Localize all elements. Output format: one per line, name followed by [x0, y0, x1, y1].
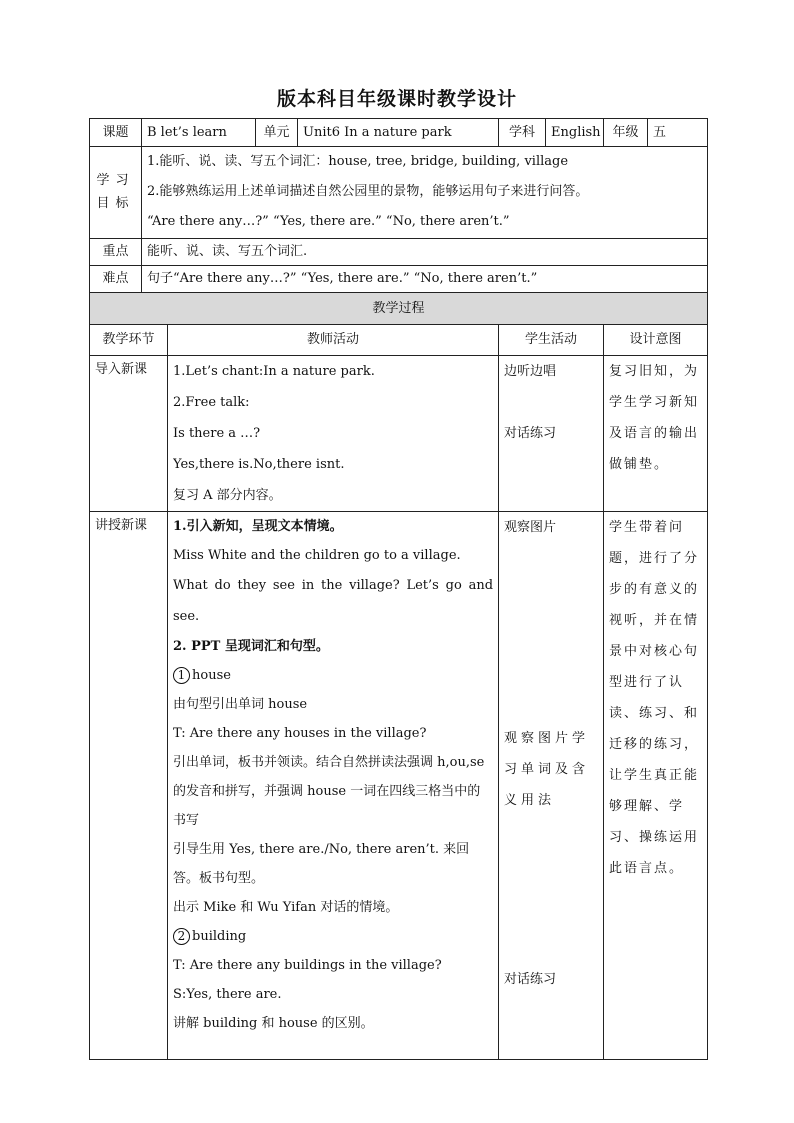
column-header-row	[90, 325, 708, 356]
objectives-row	[90, 147, 708, 239]
col-student: 学生活动	[499, 325, 604, 356]
objective-line: 1.能听、说、读、写五个词汇：house, tree, bridge, building, village	[147, 154, 569, 169]
intro-student-line: 对话练习	[504, 426, 557, 441]
objective-line: 2.能够熟练运用上述单词描述自然公园里的景物，能够运用句子来进行问答。	[147, 184, 589, 199]
teacher-line: T: Are there any houses in the village?	[173, 726, 427, 741]
new-teacher	[168, 512, 499, 1060]
unit-value: Unit6 In a nature park	[298, 119, 499, 147]
new-student	[499, 512, 604, 1060]
new-student-line: 观察图片	[504, 520, 557, 535]
difficulty-row	[90, 266, 708, 293]
circled-number-icon: 1	[173, 667, 190, 684]
new-student-line: 对话练习	[504, 972, 557, 987]
new-intent: 学生带着问题，进行了分步的有意义的视听，并在情景中对核心句型进行了认读、练习、和迁移的练习，让学生真正能够理解、学习、操练运用此语言点。	[604, 512, 708, 1060]
objective-line: “Are there any…?” “Yes, there are.” “No, there aren’t.”	[147, 214, 510, 229]
col-stage: 教学环节	[90, 325, 168, 356]
subject-label: 学科	[499, 119, 546, 147]
intro-student-line: 边听边唱	[504, 364, 557, 379]
lesson-plan-table	[89, 118, 708, 1060]
new-stage: 讲授新课	[90, 512, 168, 1060]
objectives-label: 学习目标	[90, 147, 142, 239]
teacher-line: S:Yes, there are.	[173, 987, 282, 1002]
step1-heading: 1.引入新知，呈现文本情境。	[173, 519, 343, 534]
difficulty-label: 难点	[90, 266, 142, 293]
teacher-line: What do they see in the village? Let’s go and see.	[173, 578, 494, 624]
new-student-line: 观察图片学习单词及含义用法	[504, 731, 590, 808]
intro-teacher	[168, 356, 499, 512]
document-title: 版本科目年级课时教学设计	[276, 88, 517, 110]
teacher-line: T: Are there any buildings in the village?	[173, 958, 442, 973]
intro-teacher-line: 复习 A 部分内容。	[173, 488, 282, 503]
objectives-content	[142, 147, 708, 239]
topic-label: 课题	[90, 119, 142, 147]
key-point-text: 能听、说、读、写五个词汇.	[142, 239, 708, 266]
circled-number-icon: 2	[173, 928, 190, 945]
grade-label: 年级	[604, 119, 648, 147]
intro-student	[499, 356, 604, 512]
subject-value: English	[546, 119, 604, 147]
item2-word: building	[192, 929, 247, 944]
key-point-label: 重点	[90, 239, 142, 266]
intro-stage: 导入新课	[90, 356, 168, 512]
teacher-line: 引出单词，板书并领读。结合自然拼读法强调 h,ou,se 的发音和拼写，并强调 house 一词在四线三格当中的书写	[173, 755, 485, 828]
key-point-row	[90, 239, 708, 266]
intro-teacher-line: 2.Free talk:	[173, 395, 250, 410]
intro-teacher-line: Is there a …?	[173, 426, 261, 441]
unit-label: 单元	[256, 119, 298, 147]
intro-intent: 复习旧知，为学生学习新知及语言的输出做铺垫。	[604, 356, 708, 512]
intro-teacher-line: Yes,there is.No,there isnt.	[173, 457, 345, 472]
item2-line	[173, 922, 493, 951]
new-lesson-row	[90, 512, 708, 1060]
teacher-line: 讲解 building 和 house 的区别。	[173, 1016, 374, 1031]
col-teacher: 教师活动	[168, 325, 499, 356]
intro-row	[90, 356, 708, 512]
teacher-line: 由句型引出单词 house	[173, 697, 308, 712]
process-title: 教学过程	[90, 293, 708, 325]
process-title-row	[90, 293, 708, 325]
difficulty-text: 句子“Are there any…?” “Yes, there are.” “No, there aren’t.”	[142, 266, 708, 293]
step2-heading: 2. PPT 呈现词汇和句型。	[173, 639, 329, 654]
intro-teacher-line: 1.Let’s chant:In a nature park.	[173, 364, 375, 379]
teacher-line: 出示 Mike 和 Wu Yifan 对话的情境。	[173, 900, 399, 915]
topic-value: B let’s learn	[142, 119, 256, 147]
item1-word: house	[192, 668, 231, 683]
col-intent: 设计意图	[604, 325, 708, 356]
header-row	[90, 119, 708, 147]
teacher-line: Miss White and the children go to a village.	[173, 548, 461, 563]
grade-value: 五	[648, 119, 708, 147]
item1-line	[173, 661, 493, 690]
teacher-line: 引导生用 Yes, there are./No, there aren’t. 来回答。板书句型。	[173, 842, 470, 886]
